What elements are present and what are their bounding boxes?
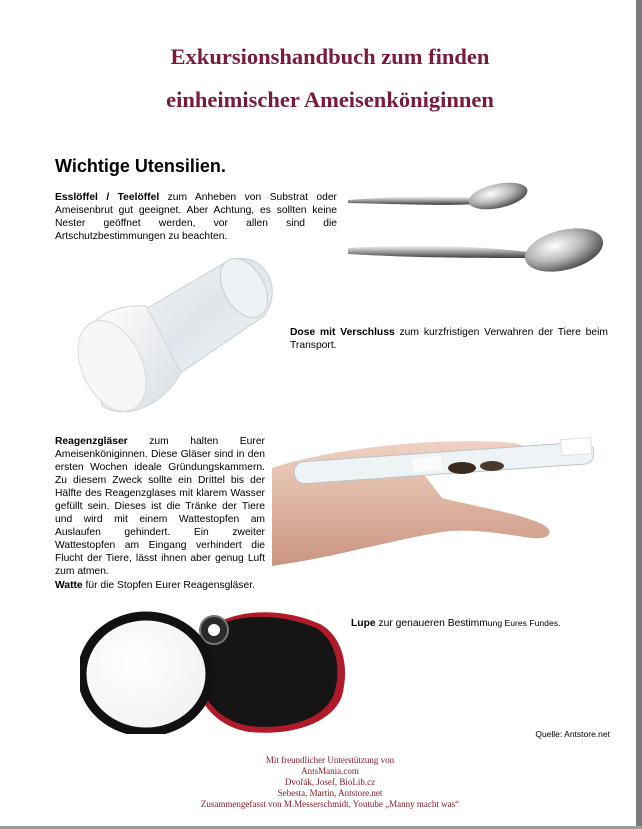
container-text: zum kurzfristigen Verwahren der Tiere beim Transport. bbox=[290, 327, 608, 351]
magnifier-image bbox=[80, 606, 352, 734]
credits-line: Dvořák, Josef, BioLib.cz bbox=[284, 777, 376, 788]
spoons-image bbox=[338, 176, 608, 276]
magnifier-text-small: ung Eures Fundes. bbox=[487, 618, 561, 628]
test-tubes-term: Reagenzgläser bbox=[55, 436, 128, 447]
container-image bbox=[76, 246, 276, 426]
cotton-paragraph bbox=[55, 579, 315, 592]
section-heading: Wichtige Utensilien. bbox=[55, 156, 226, 176]
test-tubes-text: zum halten Eurer Ameisenköniginnen. Diese Gläser sind in den ersten Wochen ideale Gründungskammern. Zu diesem Zweck sollte ein Drittel bis der Hälfte des Reagenzglases mit klarem Wasser gefüllt sein. Dieses ist die Tränke der Tiere und wird mit einem Wattestopfen am Auslaufen gehindert. Ein zweiter Wattestopfen am Eingang verhindert die Flucht der Tiere, lässt ihnen aber genug Luft zum atmen. bbox=[55, 436, 265, 577]
credits-line: Zusammengefasst von M.Messerschmidt, Youtube „Manny macht was“ bbox=[200, 799, 460, 810]
container-term: Dose mit Verschluss bbox=[290, 327, 395, 338]
credits-line: AntsMania.com bbox=[301, 766, 359, 777]
magnifier-text: zur genaueren Bestimm bbox=[375, 618, 488, 629]
credits-line: Mit freundlicher Unterstützung von bbox=[265, 755, 395, 765]
document-title-line-1: Exkursionshandbuch zum finden bbox=[170, 44, 490, 69]
test-tubes-paragraph bbox=[55, 435, 265, 578]
spoons-paragraph bbox=[55, 191, 337, 243]
container-paragraph bbox=[290, 326, 608, 352]
magnifier-paragraph bbox=[351, 617, 611, 630]
spoons-term: Esslöffel / Teelöffel bbox=[55, 192, 160, 203]
document-title-line-2: einheimischer Ameisenköniginnen bbox=[166, 87, 494, 112]
credits-line: Sebesta, Martin, Antstore.net bbox=[277, 788, 383, 799]
image-source-note: Quelle: Antstore.net bbox=[535, 729, 610, 739]
cotton-text: für die Stopfen Eurer Reagensgläser. bbox=[82, 580, 255, 591]
spoons-text: zum Anheben von Substrat oder Ameisenbrut gut geeignet. Aber Achtung, es sollten keine Nester geöffnet werden, vor allen sind die Artschutzbestimmungen zu beachten. bbox=[55, 192, 337, 242]
page-edge bbox=[636, 0, 642, 829]
cotton-term: Watte bbox=[55, 580, 83, 591]
credits-block bbox=[150, 755, 510, 810]
magnifier-term: Lupe bbox=[351, 618, 376, 629]
test-tube-hand-image bbox=[272, 428, 610, 570]
